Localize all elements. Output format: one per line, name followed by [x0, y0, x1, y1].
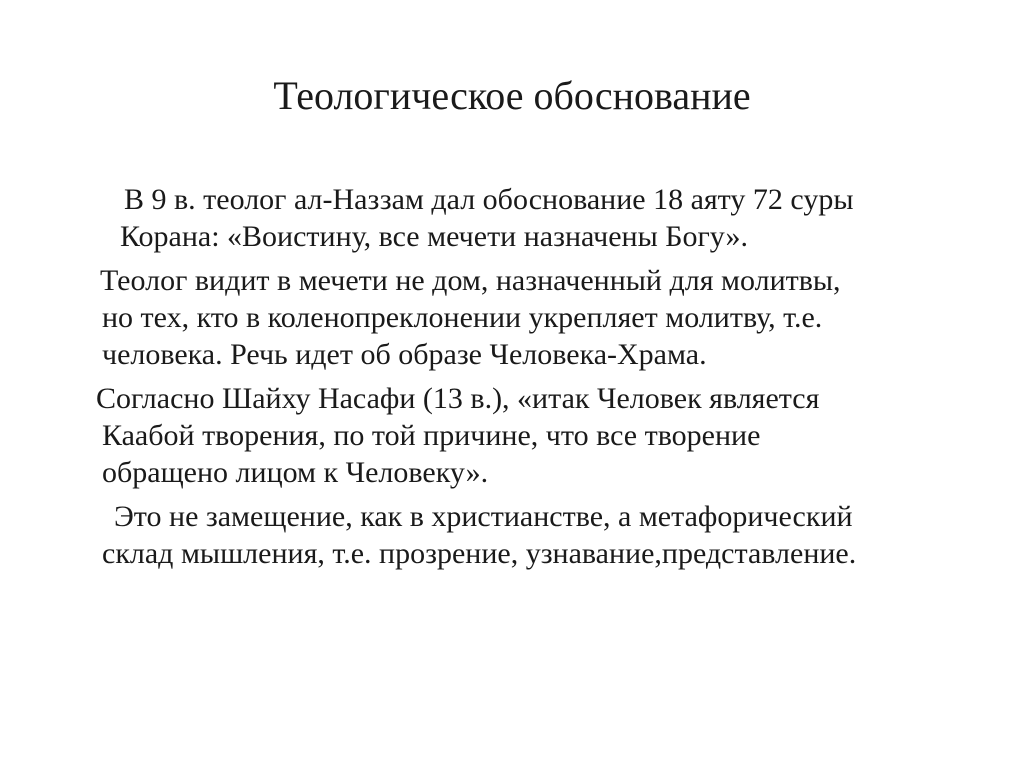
paragraph-line: человека. Речь идет об образе Человека-Храма. — [102, 338, 707, 371]
paragraph-line: склад мышления, т.е. прозрение, узнавание,представление. — [102, 537, 857, 570]
paragraph-line: Это не замещение, как в христианстве, а метафорический — [114, 500, 853, 533]
paragraph-3 — [98, 380, 978, 491]
slide-title: Теологическое обоснование — [273, 73, 751, 118]
paragraph-line: Корана: «Воистину, все мечети назначены Богу». — [120, 220, 749, 253]
paragraph-4 — [98, 498, 978, 572]
paragraph-line: обращено лицом к Человеку». — [102, 456, 489, 489]
paragraph-line: но тех, кто в коленопреклонении укрепляет молитву, т.е. — [102, 301, 823, 334]
slide-body — [98, 181, 978, 579]
paragraph-line: В 9 в. теолог ал-Наззам дал обоснование 18 аяту 72 суры — [124, 183, 854, 216]
paragraph-line: Согласно Шайху Насафи (13 в.), «итак Человек является — [96, 382, 820, 415]
paragraph-1 — [98, 181, 978, 255]
paragraph-line: Теолог видит в мечети не дом, назначенный для молитвы, — [100, 264, 841, 297]
paragraph-2 — [98, 262, 978, 373]
paragraph-line: Каабой творения, по той причине, что все творение — [102, 419, 761, 452]
